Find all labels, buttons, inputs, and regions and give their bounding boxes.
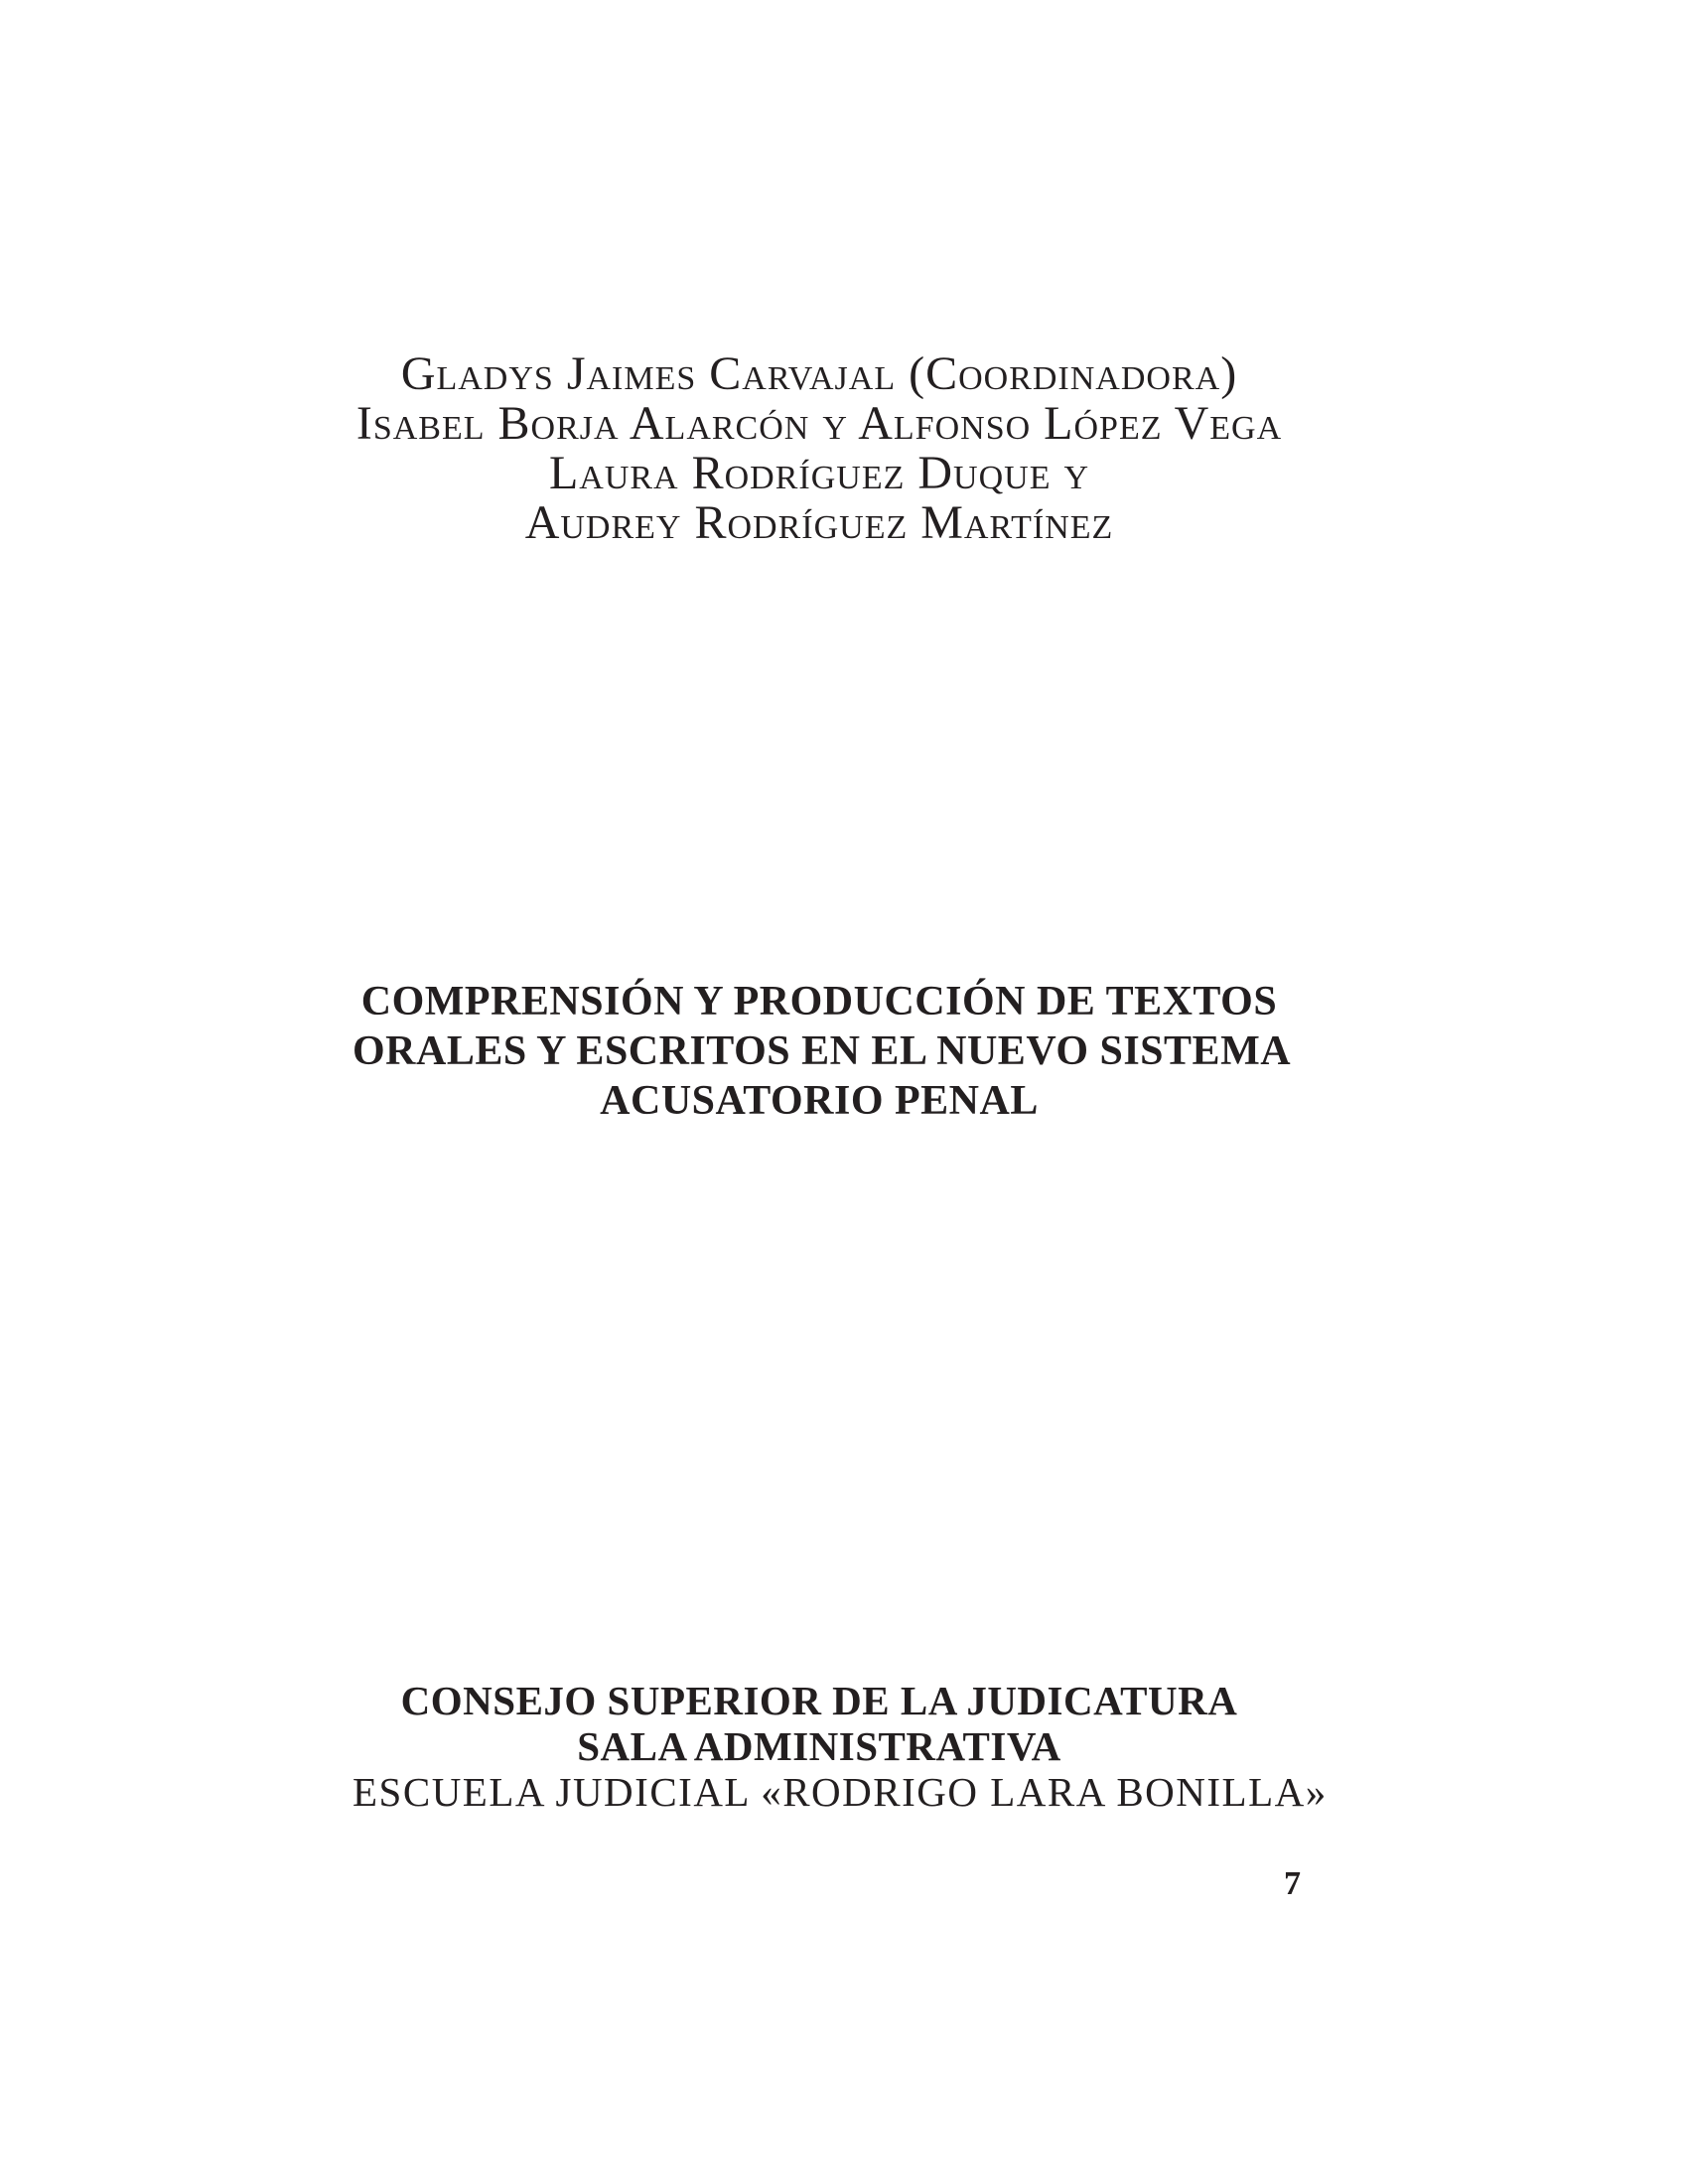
publisher-school: ESCUELA JUDICIAL «RODRIGO LARA BONILLA»	[352, 1769, 1328, 1815]
author-line: Laura Rodríguez Duque y	[548, 447, 1090, 499]
title-line: COMPRENSIÓN Y PRODUCCIÓN DE TEXTOS	[360, 979, 1278, 1024]
book-title	[352, 977, 1292, 1126]
title-line: ORALES Y ESCRITOS EN EL NUEVO SISTEMA	[352, 1028, 1292, 1074]
publisher-council: CONSEJO SUPERIOR DE LA JUDICATURA	[400, 1678, 1238, 1723]
author-line: Audrey Rodríguez Martínez	[524, 496, 1114, 549]
publisher-block	[352, 1678, 1328, 1815]
authors-block	[352, 349, 1286, 548]
author-line: Isabel Borja Alarcón y Alfonso López Vega	[355, 397, 1283, 450]
page-number: 7	[1284, 1865, 1301, 1902]
publisher-chamber: SALA ADMINISTRATIVA	[577, 1723, 1061, 1769]
title-line: ACUSATORIO PENAL	[600, 1078, 1039, 1124]
author-line-coordinator: Gladys Jaimes Carvajal (Coordinadora)	[400, 347, 1238, 400]
